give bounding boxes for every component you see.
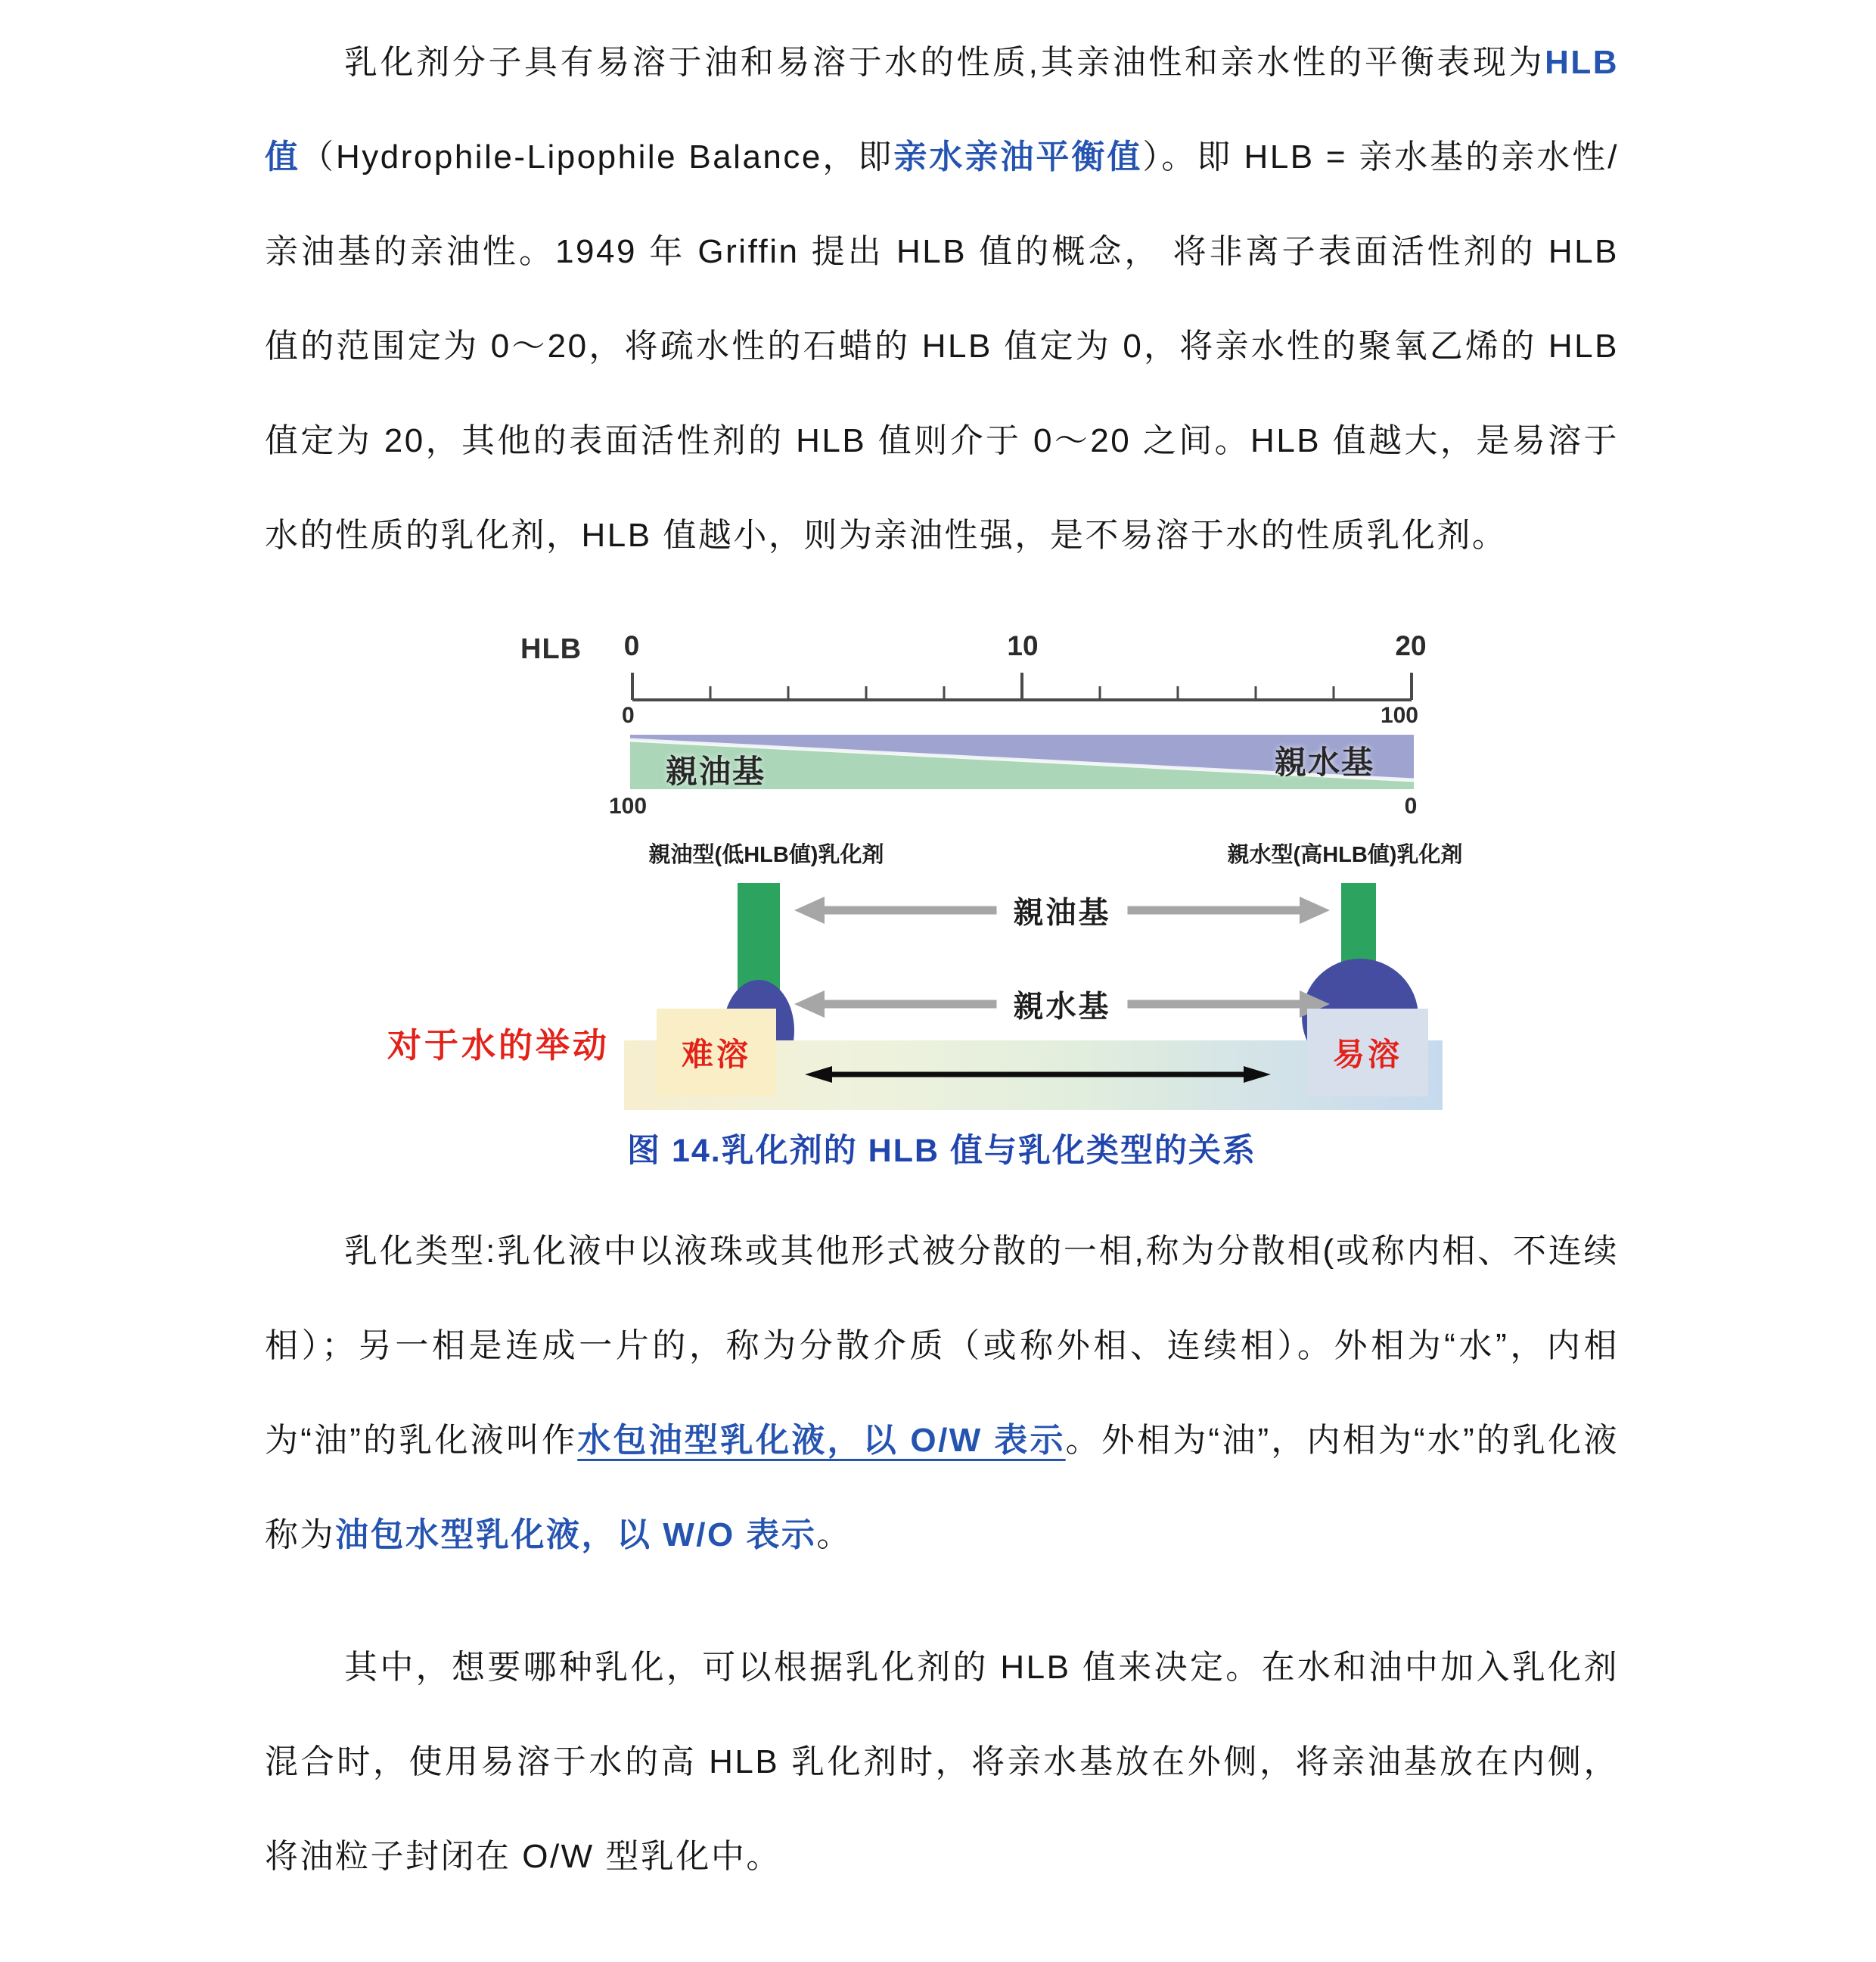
- insoluble-box: 难溶: [657, 1009, 776, 1096]
- axis-tick-label-20: 20: [1395, 630, 1427, 661]
- water-behavior-label: 对于水的举动: [387, 1026, 610, 1065]
- p1-text-a: 乳化剂分子具有易溶于油和易溶于水的性质,其亲油性和亲水性的平衡表现为: [344, 44, 1545, 81]
- figure-axis-title: HLB: [520, 633, 582, 665]
- paragraph-hlb-intro: [265, 15, 1619, 583]
- paragraph-emulsion-types: [265, 1204, 1619, 1582]
- hydrophilic-group-arrow: [793, 987, 1331, 1024]
- p3-text: 其中，想要哪种乳化，可以根据乳化剂的 HLB 值来决定。在水和油中加入乳化剂混合时，使用易溶于水的高 HLB 乳化剂时，将亲水基放在外侧，将亲油基放在内侧，将油粒子封闭在 O/W 型乳化中。: [265, 1649, 1619, 1875]
- lipophilic-group-arrow: [793, 894, 1331, 930]
- p1-balance-term: 亲水亲油平衡值: [893, 138, 1143, 176]
- p2-wo-emulsion-term: 油包水型乳化液，以 W/O 表示: [335, 1516, 817, 1553]
- axis-tick-label-0: 0: [623, 630, 640, 661]
- oil-scale-left: 0: [622, 703, 635, 728]
- right-molecule-lipophilic-tail: [1341, 883, 1376, 962]
- hlb-axis: [630, 667, 1414, 703]
- p1-text-c: ）。即 HLB = 亲水基的亲水性/亲油基的亲油性。1949 年 Griffin 提出 HLB 值的概念， 将非离子表面活性剂的 HLB 值的范围定为 0～20，将疏水性的石蜡的 HLB 值定为 0，将亲水性的聚氧乙烯的 HLB 值定为 20，其他的表面活性剂的 HLB 值则介于 0～20 之间。HLB 值越大，是易溶于水的性质的乳化剂，HLB 值越小，则为亲油性强，是不易溶于水的性质乳化剂。: [265, 138, 1619, 554]
- p1-hlb-value-term: HLB 值: [265, 44, 1619, 176]
- p2-text-b: 。外相为“油”，内相为“水”的乳化液称为: [265, 1422, 1619, 1553]
- water-scale-right: 0: [1404, 794, 1418, 819]
- figure-caption: 图 14.乳化剂的 HLB 值与乳化类型的关系: [627, 1133, 1256, 1169]
- solubility-double-arrow-icon: [803, 1065, 1272, 1084]
- p2-text-c: 。: [816, 1516, 852, 1553]
- wedge-label-hydrophilic: 親水基: [1275, 745, 1375, 780]
- hlb-figure: [333, 624, 1463, 1125]
- lipophilic-emulsifier-label: 親油型(低HLB値)乳化剤: [648, 843, 884, 867]
- p2-text-a: 乳化类型:乳化液中以液珠或其他形式被分散的一相,称为分散相(或称内相、不连续相）；另一相是连成一片的，称为分散介质（或称外相、连续相）。外相为“水”，内相为“油”的乳化液叫作: [265, 1233, 1619, 1459]
- hydrophilic-emulsifier-label: 親水型(高HLB値)乳化剤: [1227, 843, 1463, 867]
- arrow-label-hydrophilic: 親水基: [997, 983, 1128, 1026]
- paragraph-hlb-selection: [265, 1620, 1619, 1904]
- soluble-box: 易溶: [1307, 1009, 1428, 1096]
- oil-scale-right: 100: [1380, 703, 1418, 728]
- wedge-label-lipophilic: 親油基: [666, 754, 766, 789]
- p1-text-b: （Hydrophile-Lipophile Balance，即: [300, 138, 894, 176]
- axis-tick-label-10: 10: [1007, 630, 1039, 661]
- p2-ow-emulsion-link[interactable]: 水包油型乳化液，以 O/W 表示: [577, 1422, 1066, 1459]
- arrow-label-lipophilic: 親油基: [997, 889, 1128, 932]
- water-scale-left: 100: [608, 794, 648, 819]
